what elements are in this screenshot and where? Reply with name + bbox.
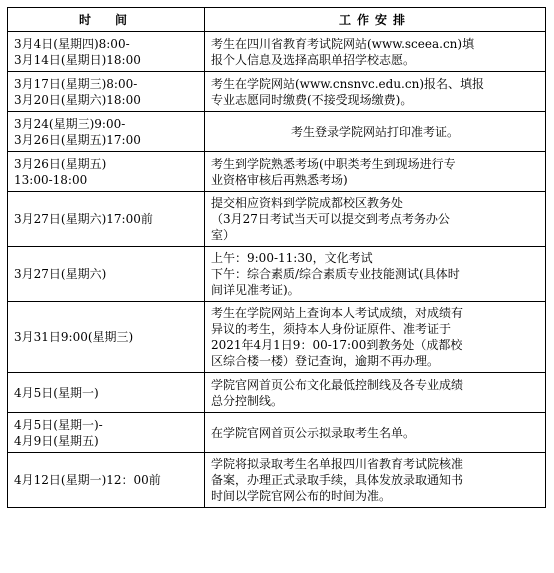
work-line: 备案，办理正式录取手续，具体发放录取通知书 — [211, 473, 464, 487]
time-line: 3月27日(星期六)17:00前 — [14, 212, 153, 226]
work-line: 考生到学院熟悉考场(中职类考生到现场进行专 — [211, 156, 456, 171]
schedule-row — [8, 373, 546, 413]
time-line: 3月14日(星期日)18:00 — [14, 52, 141, 67]
time-cell — [8, 32, 205, 72]
work-line: 提交相应资料到学院成都校区教务处 — [211, 196, 404, 210]
work-cell — [205, 152, 546, 192]
work-cell — [205, 302, 546, 373]
time-line: 3月26日(星期五) — [14, 156, 107, 171]
schedule-row — [8, 302, 546, 373]
time-line: 3月27日(星期六) — [14, 267, 107, 281]
schedule-table — [7, 7, 546, 508]
time-cell — [8, 112, 205, 152]
time-cell — [8, 192, 205, 247]
work-line: 报个人信息及选择高职单招学校志愿。 — [211, 52, 416, 67]
time-line: 4月9日(星期五) — [14, 433, 99, 448]
work-cell — [205, 32, 546, 72]
schedule-row — [8, 32, 546, 72]
schedule-row — [8, 112, 546, 152]
work-line: 时间以学院官网公布的时间为准。 — [211, 489, 392, 503]
work-cell — [205, 413, 546, 453]
time-line: 4月5日(星期一) — [14, 385, 99, 400]
time-cell — [8, 453, 205, 508]
schedule-document — [7, 7, 545, 508]
time-line: 3月24(星期三)9:00- — [14, 116, 126, 131]
header-row — [8, 8, 546, 32]
time-line: 3月20日(星期六)18:00 — [14, 92, 141, 107]
work-line: 学院官网首页公布文化最低控制线及各专业成绩 — [211, 377, 464, 392]
work-line: 考生在学院网站上查询本人考试成绩，对成绩有 — [211, 306, 464, 320]
work-line: 考生在四川省教育考试院网站(www.sceea.cn)填 — [211, 36, 475, 51]
work-line: 区综合楼一楼）登记查询，逾期不再办理。 — [211, 354, 440, 368]
time-line: 4月12日(星期一)12：00前 — [14, 473, 161, 487]
header-work: 工作安排 — [205, 8, 546, 32]
work-cell — [205, 112, 546, 152]
work-line: 下午：综合素质/综合素质专业技能测试(具体时 — [211, 267, 460, 281]
time-line: 3月4日(星期四)8:00- — [14, 36, 130, 51]
time-cell — [8, 302, 205, 373]
schedule-row — [8, 72, 546, 112]
schedule-row — [8, 413, 546, 453]
work-cell — [205, 373, 546, 413]
work-line: 在学院官网首页公示拟录取考生名单。 — [211, 425, 416, 440]
time-line: 13:00-18:00 — [14, 172, 88, 187]
work-line: 2021年4月1日9：00-17:00到教务处（成都校 — [211, 338, 463, 352]
work-line: 业资格审核后再熟悉考场) — [211, 172, 348, 187]
schedule-row — [8, 152, 546, 192]
work-cell — [205, 192, 546, 247]
schedule-row — [8, 453, 546, 508]
time-cell — [8, 247, 205, 302]
work-line: （3月27日考试当天可以提交到考点考务办公 — [211, 212, 450, 226]
work-line: 考生登录学院网站打印准考证。 — [290, 124, 459, 139]
work-line: 专业志愿同时缴费(不接受现场缴费)。 — [211, 92, 413, 107]
work-line: 室） — [211, 228, 236, 242]
work-line: 总分控制线。 — [211, 393, 284, 408]
time-line: 3月17日(星期三)8:00- — [14, 76, 138, 91]
work-line: 上午：9:00-11:30，文化考试 — [211, 251, 373, 265]
work-line: 间详见准考证)。 — [211, 283, 300, 297]
time-line: 3月26日(星期五)17:00 — [14, 132, 141, 147]
header-time: 时 间 — [8, 8, 205, 32]
work-line: 异议的考生，须持本人身份证原件、准考证于 — [211, 322, 452, 336]
work-line: 考生在学院网站(www.cnsnvc.edu.cn)报名、填报 — [211, 76, 484, 91]
schedule-row — [8, 247, 546, 302]
schedule-row — [8, 192, 546, 247]
work-cell — [205, 247, 546, 302]
work-cell — [205, 72, 546, 112]
time-cell — [8, 152, 205, 192]
schedule-body — [8, 32, 546, 508]
work-cell — [205, 453, 546, 508]
time-line: 4月5日(星期一)- — [14, 417, 103, 432]
time-cell — [8, 373, 205, 413]
time-line: 3月31日9:00(星期三) — [14, 330, 134, 344]
time-cell — [8, 413, 205, 453]
time-cell — [8, 72, 205, 112]
work-line: 学院将拟录取考生名单报四川省教育考试院核准 — [211, 457, 464, 471]
